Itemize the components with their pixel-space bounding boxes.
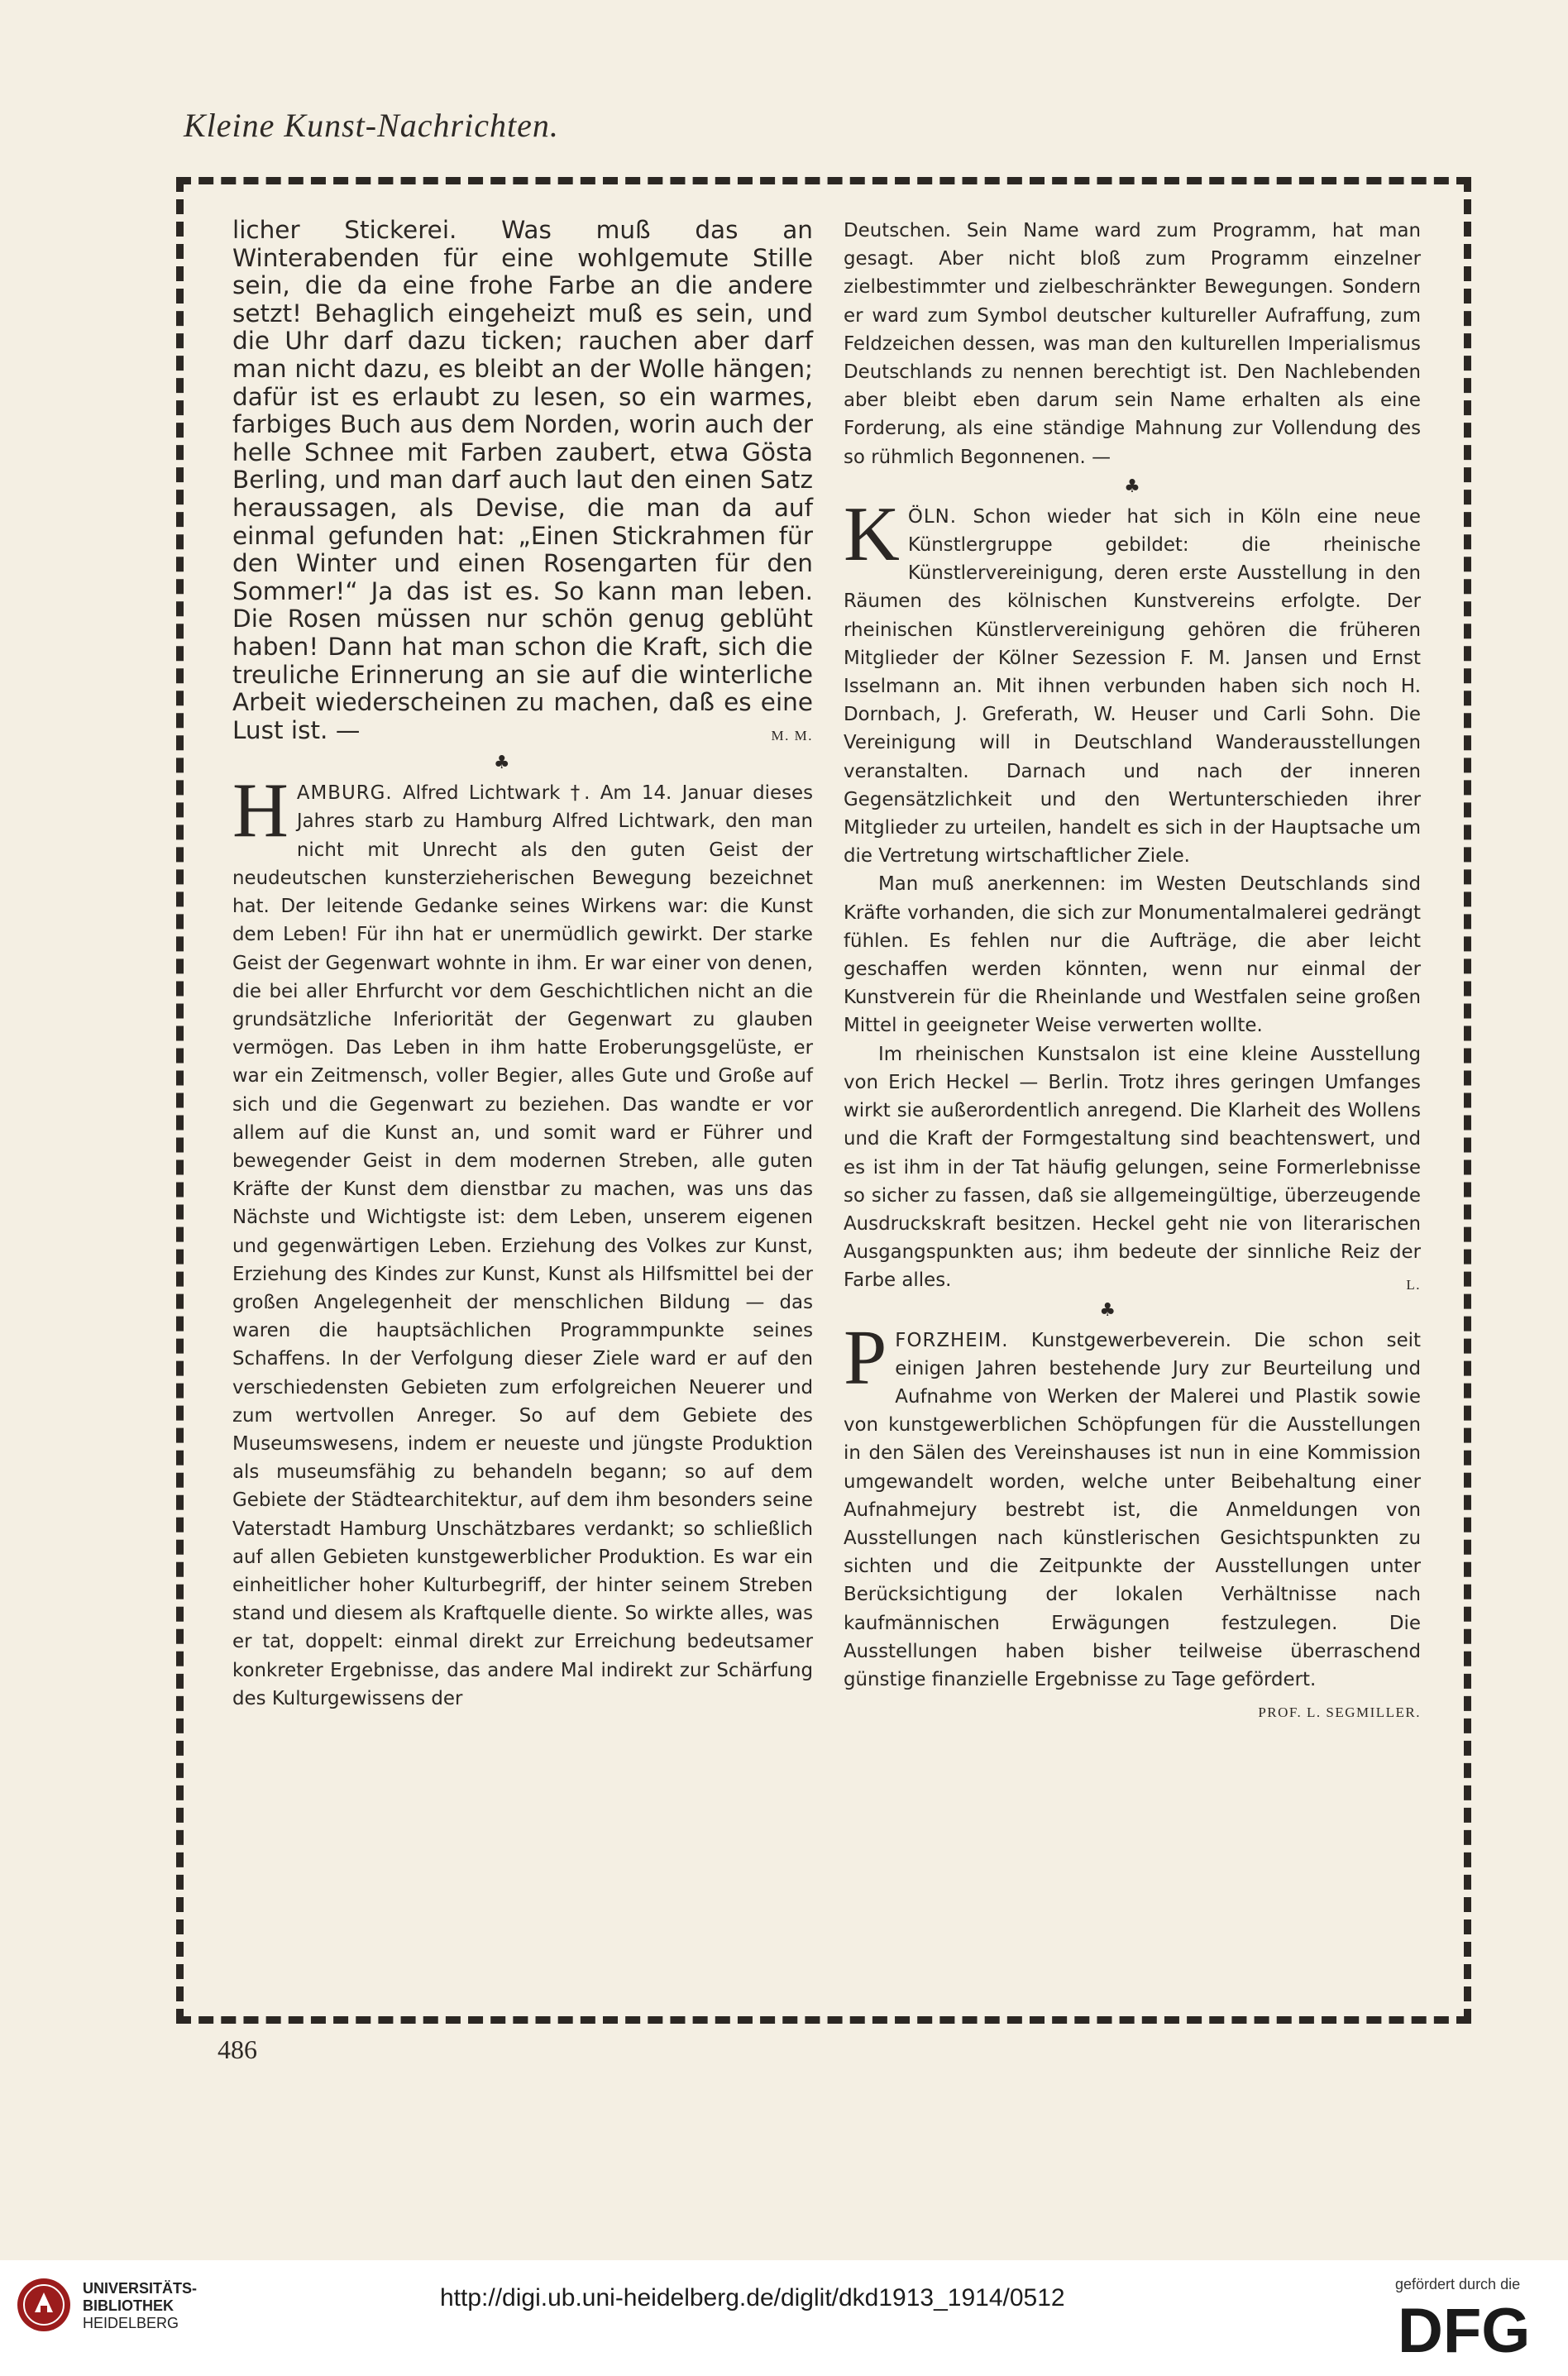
koeln-signature: L. [1406, 1277, 1421, 1293]
separator-ornament: ♣ [493, 753, 510, 774]
drop-cap: H [232, 767, 289, 854]
university-seal-icon[interactable] [15, 2276, 73, 2334]
pforzheim-article [844, 1314, 1421, 1721]
koeln-paragraph [844, 1040, 1421, 1295]
pforzheim-heading: FORZHEIM. [895, 1329, 1009, 1351]
pforzheim-text: Kunstgewerbeverein. Die schon seit einigen Jahren bestehende Jury zur Beurteilung und Aufnahme von Werken der Malerei und Plastik sowie von kunstgewerblichen Schöpfungen für die Ausstellungen in den Sälen des Vereinshauses ist nun in eine Kommission umgewandelt worden, welche unter Beibehaltung einer Aufnahmejury bestrebt ist, die Anmeldungen von Ausstellungen nach künstlerischen Gesichtspunkten zu sichten und die Zeitpunkte der Ausstellungen unter Berücksichtigung der lokalen Verhältnisse nach kaufmännischen Erwägungen festzulegen. Die Ausstellungen haben bisher teilweise überraschend günstige finanzielle Ergebnisse zu Tage gefördert. [844, 1329, 1421, 1690]
pforzheim-signature: PROF. L. SEGMILLER. [1258, 1704, 1421, 1721]
page-number: 486 [218, 2034, 257, 2064]
koeln-paragraph: Man muß anerkennen: im Westen Deutschlands sind Kräfte vorhanden, die sich zur Monumentalmalerei gedrängt fühlen. Es fehlen nur die Aufträge, die aber leicht geschaffen werden könnten, wenn nur einmal der Kunstverein für die Rheinlande und Westfalen seine großen Mittel in geeigneter Weise verwerten wollte. [844, 873, 1421, 1037]
permalink-url[interactable]: http://digi.ub.uni-heidelberg.de/diglit/dkd1913_1914/0512 [440, 2284, 1065, 2311]
koeln-salon-text: Im rheinischen Kunstsalon ist eine kleine Ausstellung von Erich Heckel — Berlin. Trotz ihres geringen Umfanges wirkt sie außerordentlich anregend. Die Klarheit des Wollens und die Kraft der Formgestaltung sind beachtenswert, und es ist ihm in der Tat häufig gelungen, seine Formerlebnisse so sicher zu fassen, daß sie allgemeingültige, überzeugende Ausdruckskraft besitzen. Heckel geht nie von literarischen Ausgangspunkten aus; ihm bedeute der sinnliche Reiz der Farbe alles. [844, 1043, 1421, 1292]
dfg-logo-text: DFG [1398, 2301, 1531, 2359]
hamburg-heading: AMBURG. [296, 782, 393, 805]
koeln-text: Schon wieder hat sich in Köln eine neue Künstlergruppe gebildet: die rheinische Künstlervereinigung, deren erste Ausstellung in den Räumen des kölnischen Kunstvereins erfolgte. Der rheinischen Künstlervereinigung gehören die früheren Mitglieder der Kölner Sezession F. M. Jansen und Ernst Isselmann an. Mit ihnen verbunden haben sich noch H. Dornbach, J. Greferath, W. Heuser und Carli Sohn. Die Vereinigung will in Deutschland Wanderausstellungen veranstalten. Darnach und nach der inneren Gegensätzlichkeit und den Wertunterschieden ihrer Mitglieder zu urteilen, handelt es sich in der Hauptsache um die Vertretung wirtschaftlicher Ziele. [844, 505, 1421, 868]
funding-note: gefördert durch die [1395, 2276, 1521, 2292]
viewer-footer [0, 2260, 1568, 2376]
separator-ornament: ♣ [1124, 476, 1140, 497]
intro-signature: M. M. [771, 727, 813, 743]
koeln-article [844, 490, 1421, 871]
library-name-line: BIBLIOTHEK [83, 2297, 174, 2314]
running-title: Kleine Kunst-Nachrichten. [184, 107, 559, 144]
drop-cap: P [844, 1314, 887, 1401]
library-name-line: UNIVERSITÄTS- [83, 2280, 198, 2297]
intro-paragraph [232, 217, 813, 744]
library-name-line: HEIDELBERG [83, 2315, 179, 2331]
dfg-logo[interactable] [1398, 2301, 1546, 2359]
library-name[interactable] [83, 2280, 197, 2332]
hamburg-text: Alfred Lichtwark †. Am 14. Januar dieses Jahres starb zu Hamburg Alfred Lichtwark, den man nicht mit Unrecht als den guten Geist der neudeutschen kunsterzieherischen Bewegung bezeichnet hat. Der leitende Gedanke seines Wirkens war: die Kunst dem Leben! Für ihn hat er unermüdlich gewirkt. Der starke Geist der Gegenwart wohnte in ihm. Er war einer von denen, die bei aller Ehrfurcht vor dem Geschichtlichen nicht an die grundsätzliche Inferiorität der Gegenwart zu glauben vermögen. Das Leben in ihm hatte Eroberungsgelüste, er war ein Zeitmensch, voller Begier, alles Gute und Große auf sich und die Gegenwart zu beziehen. Das wandte er vor allem auf die Kunst an, und somit ward er Führer und bewegender Geist in dem modernen Streben, alle guten Kräfte der Kunst dem dienstbar zu machen, was uns das Nächste und Wichtigste ist: dem Leben, unserem eigenen und gegenwärtigen Leben. Erziehung des Volkes zur Kunst, Erziehung des Kindes zur Kunst, Kunst als Hilfsmittel bei der großen Angelegenheit der menschlichen Bildung — das waren die hauptsächlichen Programmpunkte seines Schaffens. In der Verfolgung dieser Ziele ward er auf den verschiedensten Gebieten zum erfolgreichen Neuerer und zum wertvollen Anreger. So auf dem Gebiete des Museumswesens, indem er neueste und jüngste Produktion als museumsfähig zu behandeln begann; so auf dem Gebiete der Städtearchitektur, auf dem ihm besonders seine Vaterstadt Hamburg Unschätzbares verdankt; so schließlich auf allen Gebieten kunstgewerblicher Produktion. Es war ein einheitlicher hoher Kulturbegriff, der hinter seinem Streben stand und diesem als Kraftquelle diente. So wirkte alles, was er tat, doppelt: einmal direkt zur Erreichung bedeutsamer konkreter Ergebnisse, das andere Mal indirekt zur Schärfung des Kulturgewissens der [232, 782, 814, 1709]
left-column [232, 217, 813, 1713]
lichtwark-continuation: Deutschen. Sein Name ward zum Programm, hat man gesagt. Aber nicht bloß zum Programm einzelner zielbestimmter und zielbeschränkter Bewegungen. Sondern er ward zum Symbol deutscher kultureller Aufraffung, zum Feldzeichen dessen, was man den kulturellen Imperialismus Deutschlands zu nennen berechtigt ist. Den Nachlebenden aber bleibt eben darum sein Name erhalten als eine Forderung, als eine ständige Mahnung zur Vollendung des so rühmlich Begonnenen. — [844, 220, 1421, 468]
right-column [844, 217, 1421, 1727]
drop-cap: K [844, 490, 900, 577]
hamburg-article [232, 767, 814, 1713]
separator-ornament: ♣ [1099, 1299, 1116, 1321]
koeln-heading: ÖLN. [907, 505, 958, 528]
intro-text: licher Stickerei. Was muß das an Winterabenden für eine wohlgemute Stille sein, die da eine frohe Farbe an die andere setzt! Behaglich eingeheizt muß es sein, und die Uhr darf dazu ticken; rauchen aber darf man nicht dazu, es bleibt an der Wolle hängen; dafür ist es erlaubt zu lesen, so ein warmes, farbiges Buch aus dem Norden, worin auch der helle Schnee mit Farben zaubert, etwa Gösta Berling, und man darf auch laut den einen Satz heraussagen, als Devise, die man da auf einmal gefunden hat: „Einen Stickrahmen für den Winter und einen Rosengarten für den Sommer!“ Ja das ist es. So kann man leben. Die Rosen müssen nur schön genug geblüht haben! Dann hat man schon die Kraft, sich die treuliche Erinnerung an sie auf die winterliche Arbeit wiederscheinen zu machen, daß es eine Lust ist. — [232, 216, 813, 744]
